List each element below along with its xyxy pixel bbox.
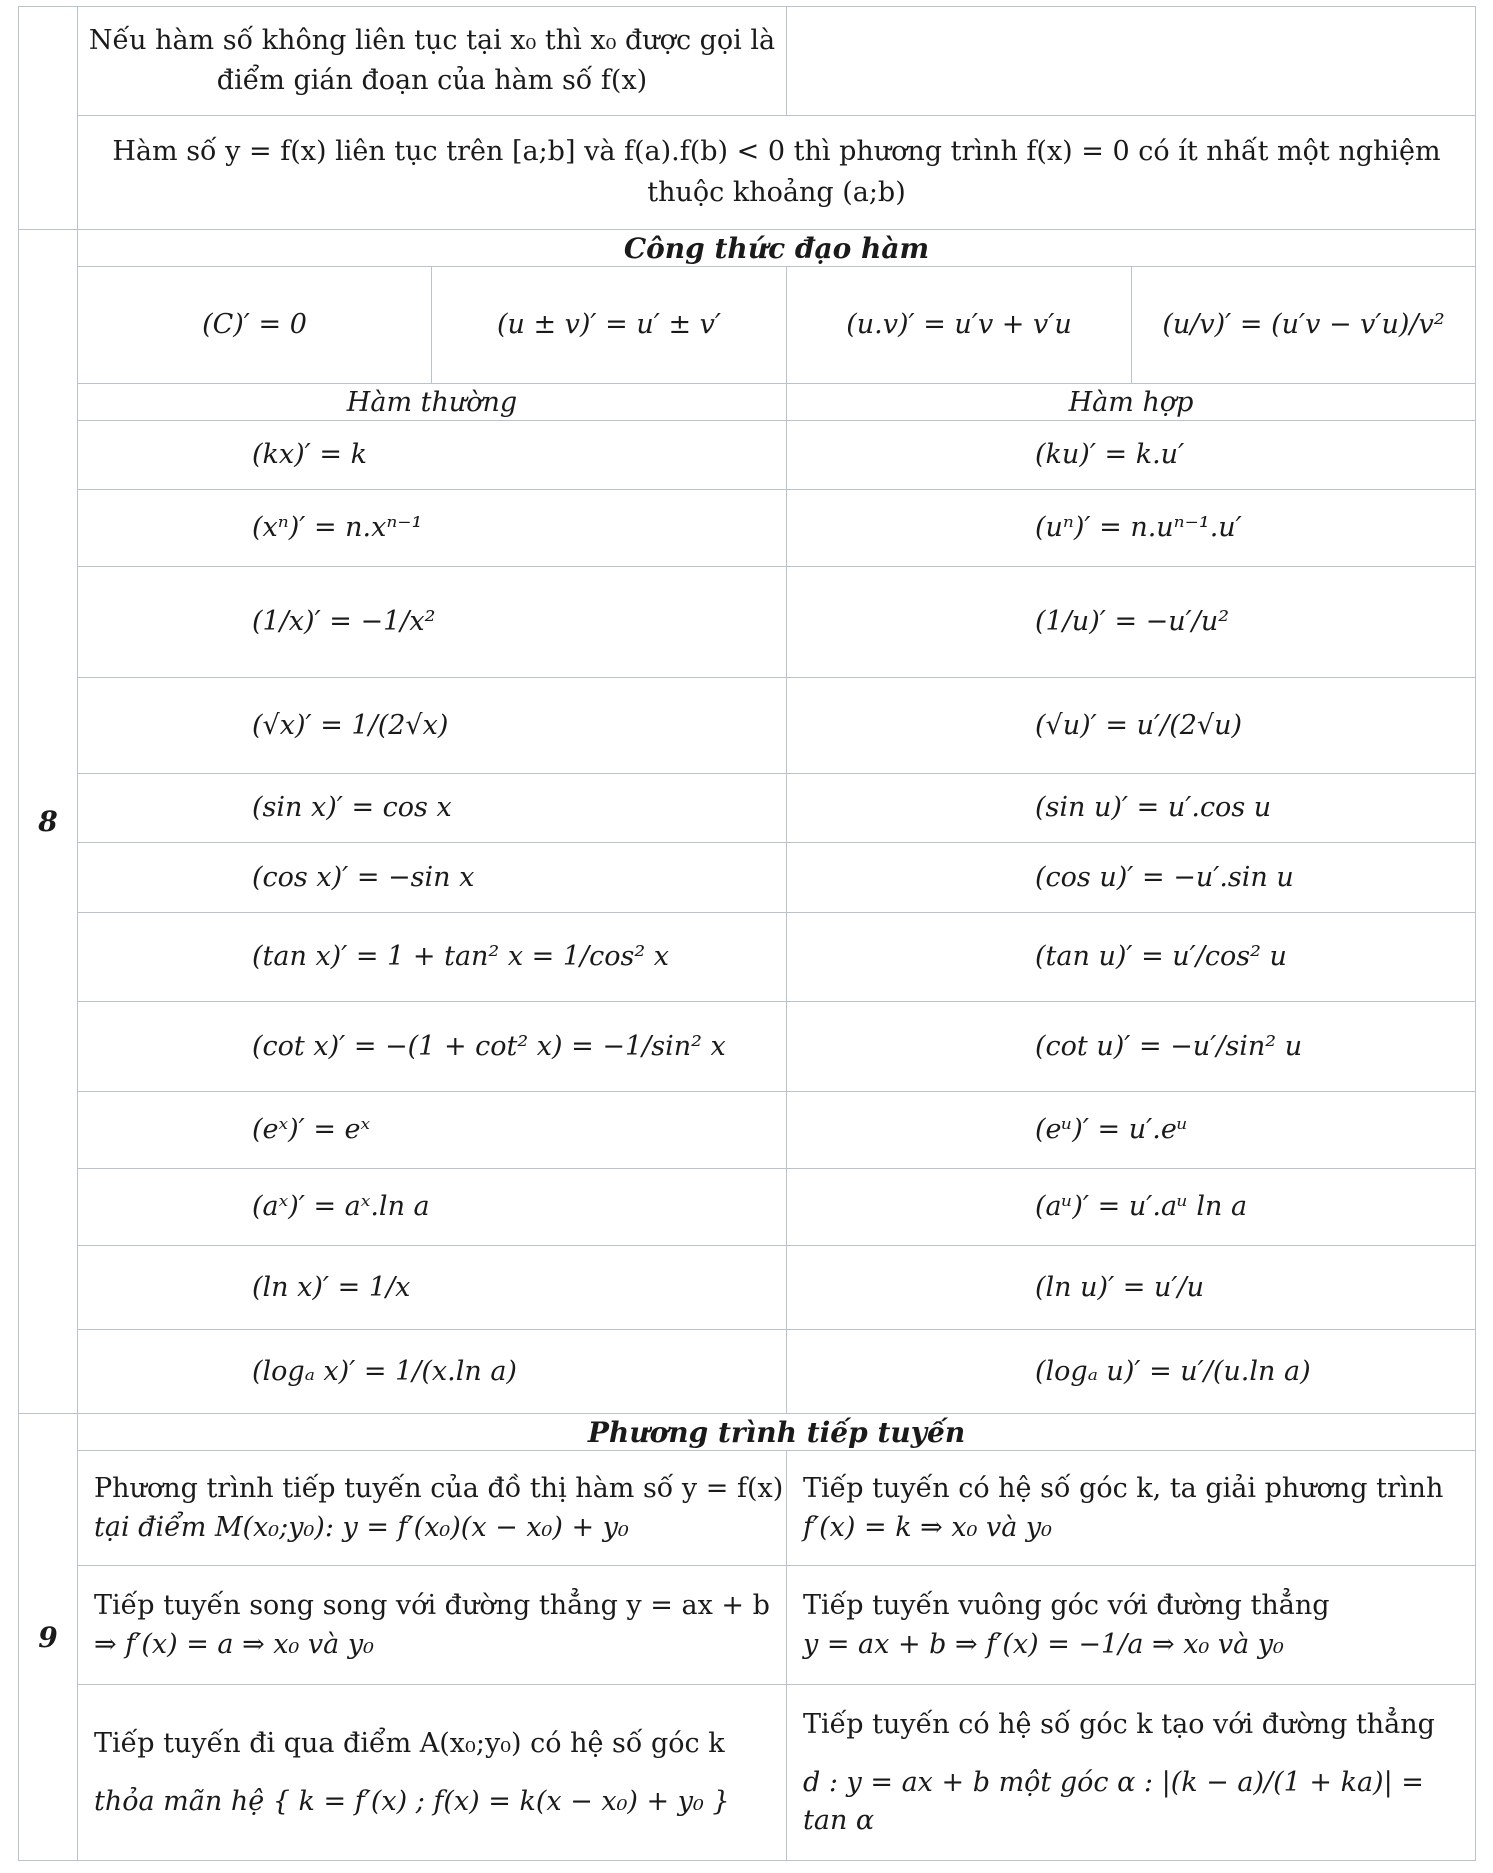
formula-left: (cos x)′ = −sin x xyxy=(252,861,475,893)
derivative-row-left xyxy=(77,773,787,843)
section-8-number: 8 xyxy=(38,805,58,838)
formula-right: (aᵘ)′ = u′.aᵘ ln a xyxy=(1035,1191,1248,1223)
derivative-row-left xyxy=(77,1001,787,1092)
derivative-row-right xyxy=(786,842,1476,913)
derivative-row-left xyxy=(77,1245,787,1330)
derivative-row-left xyxy=(77,1329,787,1414)
formula-right: (ku)′ = k.u′ xyxy=(1035,439,1185,471)
formula-left: (cot x)′ = −(1 + cot² x) = −1/sin² x xyxy=(252,1030,726,1062)
basic-rule-constant xyxy=(77,266,432,384)
derivative-row-left xyxy=(77,489,787,567)
tangent-at-point-line2: tại điểm M(x₀;y₀): y = f′(x₀)(x − x₀) + y₀ xyxy=(94,1512,629,1544)
formula-left: (xⁿ)′ = n.xⁿ⁻¹ xyxy=(252,512,423,544)
col-header-left: Hàm thường xyxy=(346,386,518,418)
section-9-title: Phương trình tiếp tuyến xyxy=(587,1415,966,1449)
tangent-through-point-cell xyxy=(77,1684,787,1861)
formula-right: (sin u)′ = u′.cos u xyxy=(1035,792,1272,824)
formula-right: (cos u)′ = −u′.sin u xyxy=(1035,861,1294,893)
formula-left: (ln x)′ = 1/x xyxy=(252,1271,411,1303)
tangent-at-point-cell xyxy=(77,1450,787,1566)
derivative-row-right xyxy=(786,912,1476,1002)
derivative-row-right xyxy=(786,1091,1476,1169)
derivative-row-right xyxy=(786,677,1476,774)
formula-left: (√x)′ = 1/(2√x) xyxy=(252,709,449,741)
tangent-given-slope-line1: Tiếp tuyến có hệ số góc k, ta giải phương trình xyxy=(803,1472,1444,1504)
section-9-number: 9 xyxy=(38,1620,58,1654)
section-8-title: Công thức đạo hàm xyxy=(623,231,930,265)
formula-left: (aˣ)′ = aˣ.ln a xyxy=(252,1191,430,1223)
formula-sheet xyxy=(18,6,1476,1861)
formula-right: (logₐ u)′ = u′/(u.ln a) xyxy=(1035,1355,1311,1387)
tangent-perpendicular-line1: Tiếp tuyến vuông góc với đường thẳng xyxy=(803,1589,1330,1621)
formula-product: (u.v)′ = u′v + v′u xyxy=(846,309,1072,341)
tangent-given-slope-line2: f′(x) = k ⇒ x₀ và y₀ xyxy=(803,1512,1052,1544)
formula-right: (eᵘ)′ = u′.eᵘ xyxy=(1035,1114,1188,1146)
formula-quotient: (u/v)′ = (u′v − v′u)/v² xyxy=(1162,309,1445,341)
formula-right: (√u)′ = u′/(2√u) xyxy=(1035,709,1243,741)
derivative-row-left xyxy=(77,912,787,1002)
basic-rule-product xyxy=(786,266,1132,384)
formula-right: (uⁿ)′ = n.uⁿ⁻¹.u′ xyxy=(1035,512,1242,544)
derivative-row-left xyxy=(77,566,787,678)
derivative-row-left xyxy=(77,420,787,490)
tangent-angle-cell xyxy=(786,1684,1476,1861)
formula-left: (logₐ x)′ = 1/(x.ln a) xyxy=(252,1355,517,1387)
formula-left: (kx)′ = k xyxy=(252,439,367,471)
formula-constant: (C)′ = 0 xyxy=(202,309,307,341)
ivt-line1: Hàm số y = f(x) liên tục trên [a;b] và f(a).f(b) < 0 thì phương trình f(x) = 0 có ít nhất một nghiệm xyxy=(112,136,1441,167)
section-9-number-cell xyxy=(18,1413,78,1861)
tangent-perpendicular-cell xyxy=(786,1565,1476,1685)
section-8-title-cell xyxy=(77,229,1476,267)
col-header-left-cell xyxy=(77,383,787,421)
derivative-row-left xyxy=(77,677,787,774)
tangent-through-point-line1: Tiếp tuyến đi qua điểm A(x₀;y₀) có hệ số góc k xyxy=(94,1728,725,1760)
formula-sum: (u ± v)′ = u′ ± v′ xyxy=(496,309,722,341)
row-number-blank xyxy=(18,6,78,230)
discontinuity-line1: Nếu hàm số không liên tục tại x₀ thì x₀ được gọi là xyxy=(88,24,776,56)
formula-left: (eˣ)′ = eˣ xyxy=(252,1114,371,1146)
ivt-cell xyxy=(77,115,1476,230)
derivative-row-left xyxy=(77,842,787,913)
tangent-at-point-line1: Phương trình tiếp tuyến của đồ thị hàm số y = f(x) xyxy=(94,1472,784,1504)
formula-left: (1/x)′ = −1/x² xyxy=(252,606,436,638)
formula-right: (cot u)′ = −u′/sin² u xyxy=(1035,1030,1303,1062)
derivative-row-left xyxy=(77,1168,787,1246)
col-header-right: Hàm hợp xyxy=(1068,386,1194,418)
blank-cell xyxy=(786,6,1476,116)
derivative-row-right xyxy=(786,566,1476,678)
section-9-title-cell xyxy=(77,1413,1476,1451)
tangent-parallel-line1: Tiếp tuyến song song với đường thẳng y = ax + b xyxy=(94,1589,770,1621)
derivative-row-right xyxy=(786,1168,1476,1246)
derivative-row-left xyxy=(77,1091,787,1169)
formula-right: (1/u)′ = −u′/u² xyxy=(1035,606,1230,638)
derivative-row-right xyxy=(786,489,1476,567)
tangent-perpendicular-line2: y = ax + b ⇒ f′(x) = −1/a ⇒ x₀ và y₀ xyxy=(803,1629,1284,1661)
discontinuity-cell xyxy=(77,6,787,116)
section-8-number-cell xyxy=(18,229,78,1414)
tangent-angle-line2: d : y = ax + b một góc α : |(k − a)/(1 + ka)| = tan α xyxy=(803,1766,1424,1836)
derivative-row-right xyxy=(786,1245,1476,1330)
tangent-angle-line1: Tiếp tuyến có hệ số góc k tạo với đường thẳng xyxy=(803,1709,1435,1741)
derivative-row-right xyxy=(786,1001,1476,1092)
tangent-given-slope-cell xyxy=(786,1450,1476,1566)
ivt-line2: thuộc khoảng (a;b) xyxy=(647,176,906,208)
tangent-through-point-line2: thỏa mãn hệ { k = f′(x) ; f(x) = k(x − x₀) + y₀ } xyxy=(94,1785,730,1817)
formula-left: (sin x)′ = cos x xyxy=(252,792,452,824)
col-header-right-cell xyxy=(786,383,1476,421)
basic-rule-sum xyxy=(431,266,787,384)
formula-right: (tan u)′ = u′/cos² u xyxy=(1035,941,1287,973)
discontinuity-line2: điểm gián đoạn của hàm số f(x) xyxy=(216,65,648,96)
tangent-parallel-cell xyxy=(77,1565,787,1685)
derivative-row-right xyxy=(786,773,1476,843)
basic-rule-quotient xyxy=(1131,266,1476,384)
tangent-parallel-line2: ⇒ f′(x) = a ⇒ x₀ và y₀ xyxy=(94,1629,374,1661)
formula-left: (tan x)′ = 1 + tan² x = 1/cos² x xyxy=(252,941,669,973)
derivative-row-right xyxy=(786,1329,1476,1414)
formula-right: (ln u)′ = u′/u xyxy=(1035,1271,1204,1303)
derivative-row-right xyxy=(786,420,1476,490)
